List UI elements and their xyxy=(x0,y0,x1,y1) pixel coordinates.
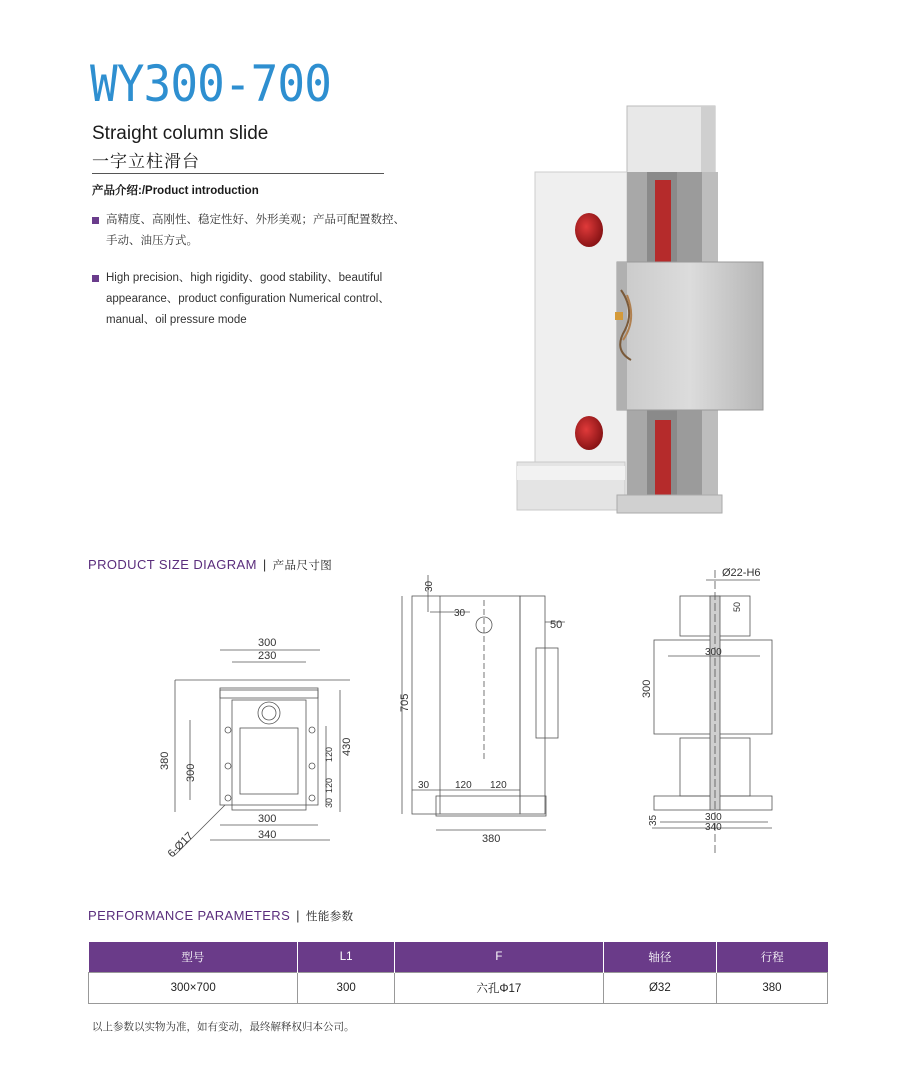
dim-front-120a: 120 xyxy=(324,746,334,762)
table-header-cell: 轴径 xyxy=(603,942,716,973)
bullet-square-icon xyxy=(92,275,99,282)
model-title: WY300-700 xyxy=(90,55,331,113)
size-section-title-en: PRODUCT SIZE DIAGRAM xyxy=(88,557,257,572)
dim-rear-300-left: 300 xyxy=(641,679,653,698)
dim-front-30: 30 xyxy=(324,797,334,808)
dim-side-705: 705 xyxy=(399,693,411,712)
dim-front-430: 430 xyxy=(341,737,353,756)
dim-front-300-top: 300 xyxy=(258,637,277,649)
dim-front-300-left: 300 xyxy=(185,763,197,782)
table-cell: Ø32 xyxy=(603,973,716,1004)
footnote: 以上参数以实物为准，如有变动，最终解释权归本公司。 xyxy=(92,1021,355,1033)
table-header-row xyxy=(89,942,828,973)
dim-front-380: 380 xyxy=(159,751,171,770)
dim-rear-300-bottom: 300 xyxy=(705,812,722,823)
dim-front-230: 230 xyxy=(258,650,277,662)
dim-rear-50: 50 xyxy=(732,601,742,612)
dim-side-30b: 30 xyxy=(454,608,466,619)
product-photo xyxy=(505,100,770,520)
parameters-table xyxy=(88,942,828,1004)
table-cell: 300×700 xyxy=(89,973,298,1004)
table-header-cell: L1 xyxy=(298,942,395,973)
perf-section-heading xyxy=(88,908,354,924)
perf-section-title-en: PERFORMANCE PARAMETERS xyxy=(88,908,291,923)
bullet-square-icon xyxy=(92,217,99,224)
table-row xyxy=(89,973,828,1004)
product-name-en: Straight column slide xyxy=(92,123,269,144)
product-name-cn: 一字立柱滑台 xyxy=(92,152,200,171)
side-view xyxy=(402,575,565,830)
intro-bullet-en-text: High precision、high rigidity、good stability、beautiful appearance、product configuration Numerical control、manual、oil pressure mode xyxy=(106,272,390,326)
dim-front-340: 340 xyxy=(258,829,277,841)
heading-separator: | xyxy=(262,557,267,572)
intro-bullet-en xyxy=(92,268,422,331)
title-divider xyxy=(92,173,384,174)
perf-section-title-cn: 性能参数 xyxy=(305,911,354,923)
table-cell: 六孔Φ17 xyxy=(394,973,603,1004)
dim-side-30-bottom: 30 xyxy=(418,780,430,791)
dim-side-120b: 120 xyxy=(490,780,507,791)
table-header-cell: 行程 xyxy=(716,942,827,973)
dim-side-120a: 120 xyxy=(455,780,472,791)
dim-rear-shaft: Ø22-H6 xyxy=(722,567,761,579)
dim-front-holes: 6-Ø17 xyxy=(165,830,196,861)
dim-front-300-bottom: 300 xyxy=(258,813,277,825)
table-cell: 300 xyxy=(298,973,395,1004)
dim-rear-35: 35 xyxy=(648,814,659,826)
dim-side-380: 380 xyxy=(482,833,501,845)
intro-bullet-cn xyxy=(92,210,422,252)
intro-heading: 产品介绍:/Product introduction xyxy=(92,185,259,197)
intro-bullet-cn-text: 高精度、高刚性、稳定性好、外形美观；产品可配置数控、手动、油压方式。 xyxy=(106,214,405,247)
table-cell: 380 xyxy=(716,973,827,1004)
table-header-cell: F xyxy=(394,942,603,973)
size-section-title-cn: 产品尺寸图 xyxy=(272,560,333,572)
heading-separator: | xyxy=(296,908,300,923)
dim-rear-300-top: 300 xyxy=(705,647,722,658)
dim-front-120b: 120 xyxy=(324,777,334,793)
dim-side-30-top: 30 xyxy=(424,580,435,592)
table-header-cell: 型号 xyxy=(89,942,298,973)
technical-drawing xyxy=(0,560,900,870)
dim-side-50: 50 xyxy=(550,619,563,631)
dim-rear-340: 340 xyxy=(705,822,722,833)
